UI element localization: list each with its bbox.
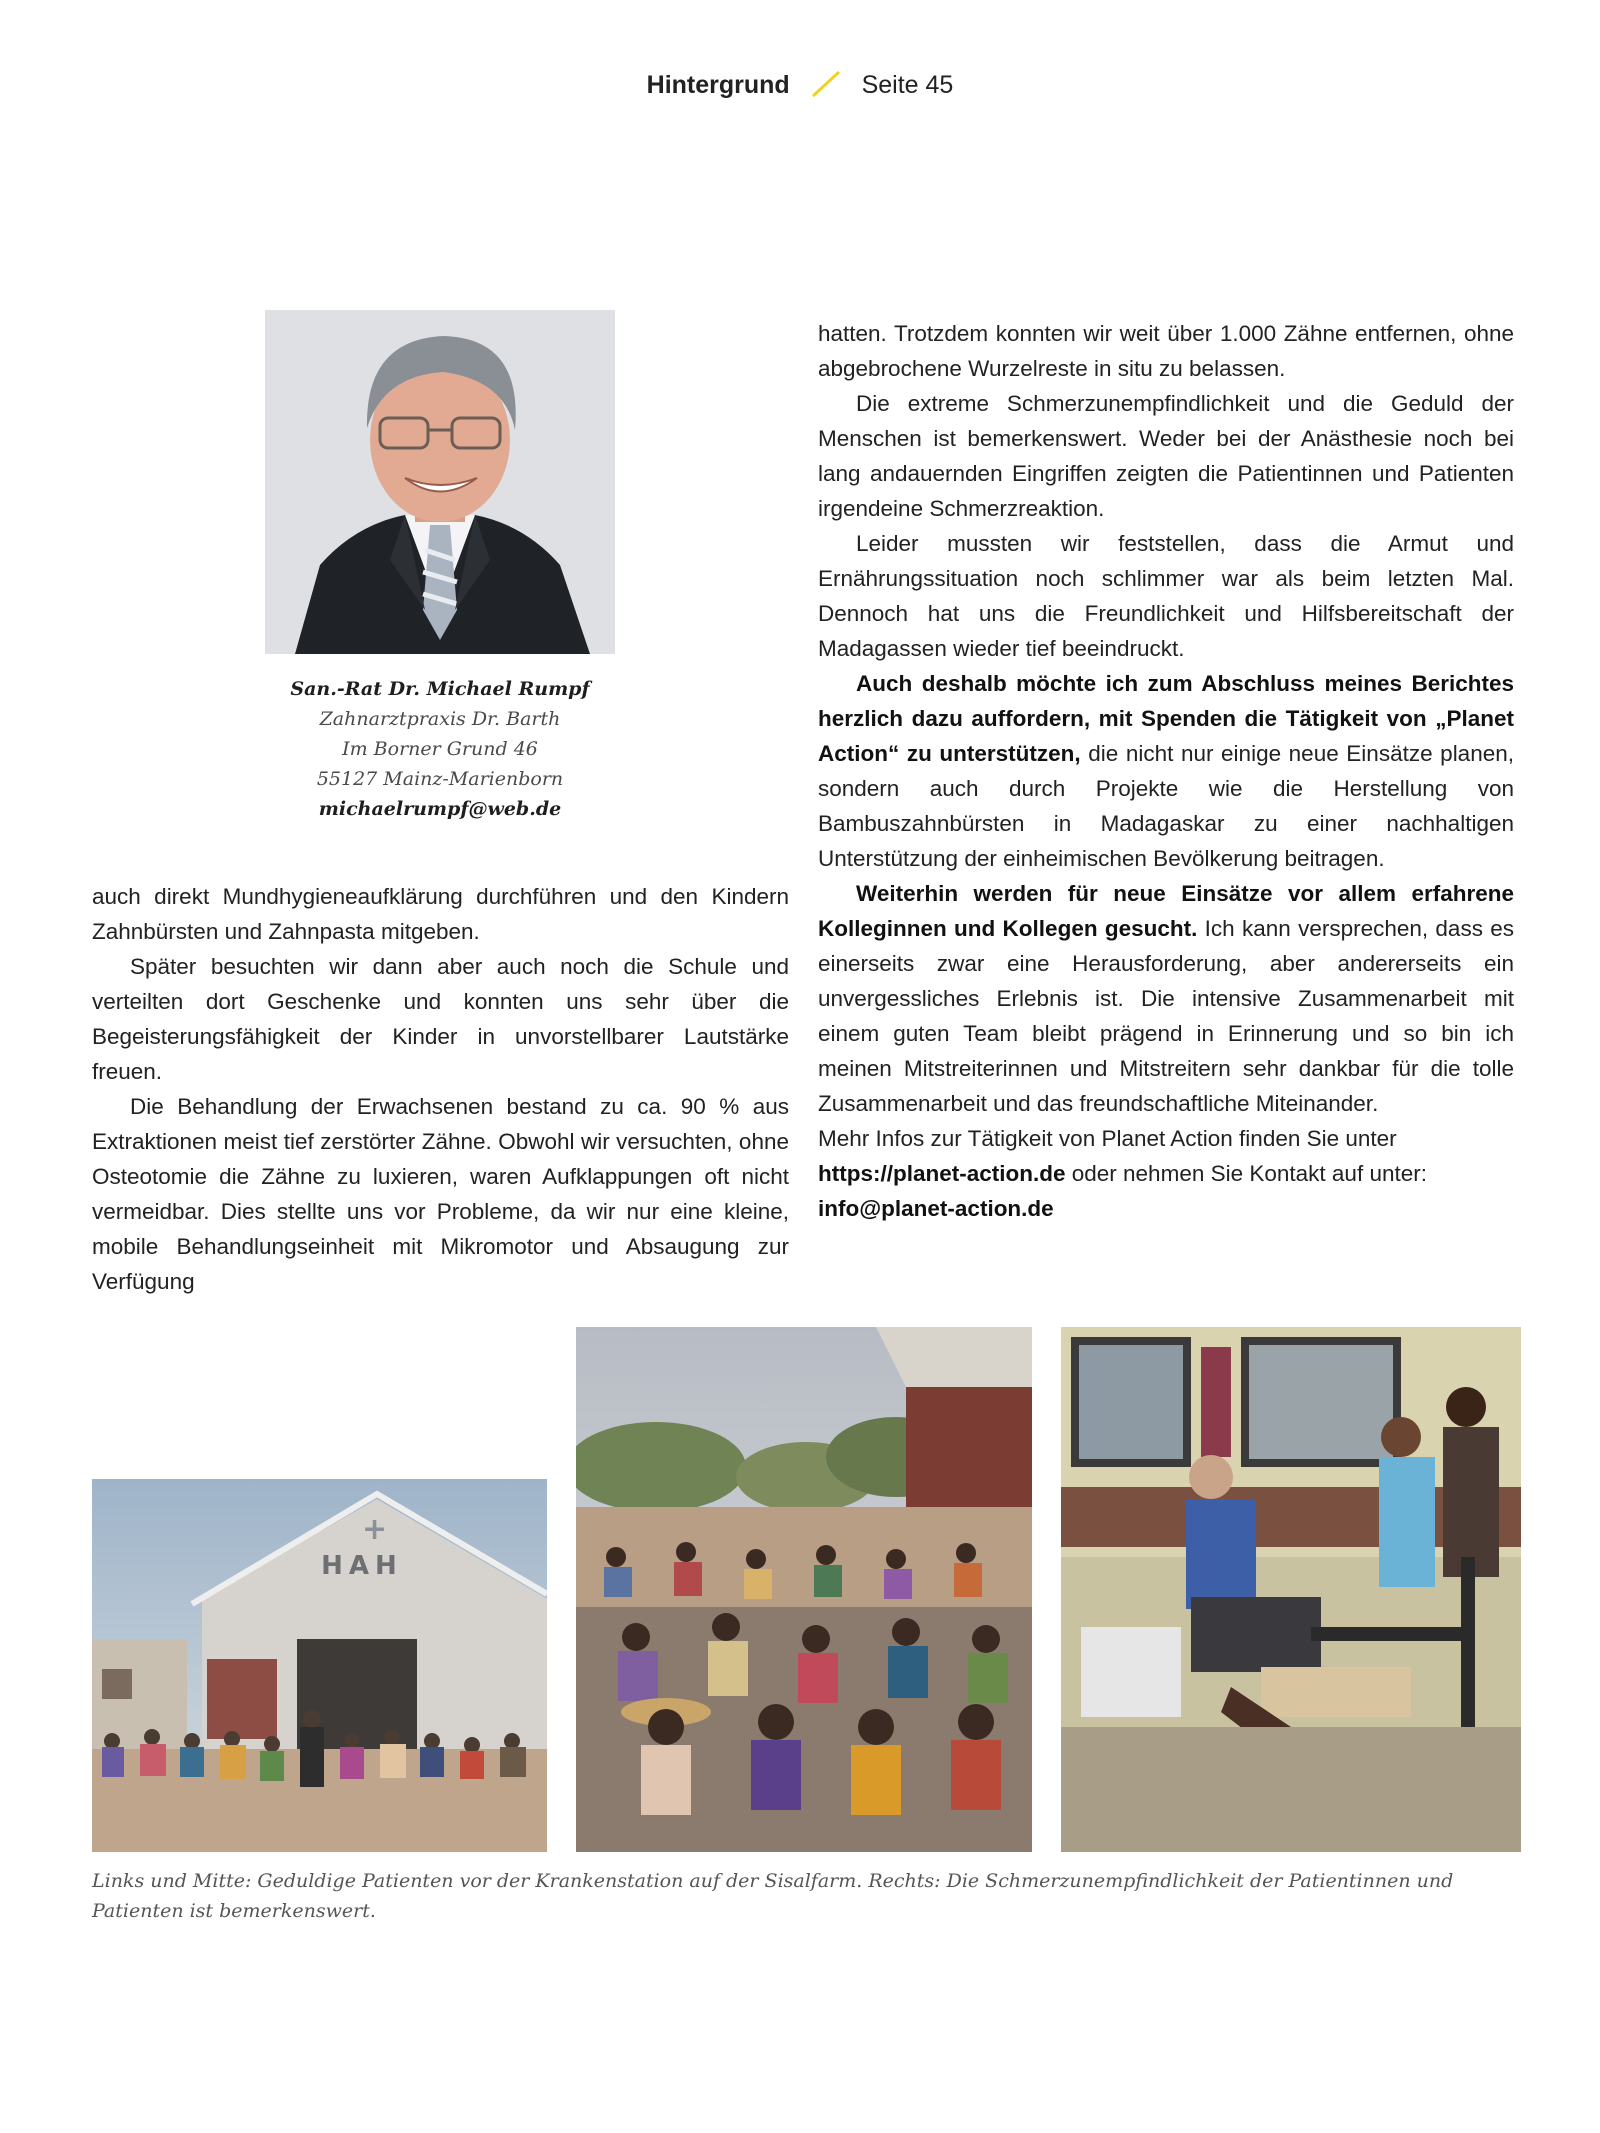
donation-appeal-rest: die nicht nur einige neue Einsätze planen, sondern auch durch Projekte wie die Herstellung von Bambuszahnbürsten in Madagaskar zu einer nachhaltigen Unterstützung der einheimischen Bevölkerung beitragen. xyxy=(818,741,1514,871)
left-column xyxy=(92,879,789,1299)
page-header xyxy=(0,70,1600,100)
waiting-patients-image xyxy=(576,1327,1032,1852)
email-line xyxy=(818,1191,1514,1226)
left-paragraph-3: Die Behandlung der Erwachsenen bestand zu ca. 90 % aus Extraktionen meist tief zerstörter Zähne. Obwohl wir versuchten, ohne Osteotomie die Zähne zu luxieren, waren Aufklappungen oft nicht vermeidbar. Dies stellte uns vor Probleme, da wir nur eine kleine, mobile Behandlungseinheit mit Mikromotor und Absaugung zur Verfügung xyxy=(92,1094,789,1294)
treatment-image xyxy=(1061,1327,1521,1852)
author-email[interactable]: michaelrumpf@web.de xyxy=(318,798,562,820)
right-paragraph-5 xyxy=(818,876,1514,1121)
right-paragraph-2: Die extreme Schmerzunempfindlichkeit und die Geduld der Menschen ist bemerkenswert. Weder bei der Anästhesie noch bei lang andauernden Eingriffen zeigten die Patientinnen und Patienten irgendeine Schmerzreaktion. xyxy=(818,391,1514,521)
right-column xyxy=(818,316,1514,1226)
yellow-slash-icon xyxy=(809,70,843,98)
right-paragraph-4 xyxy=(818,666,1514,876)
photo-caption: Links und Mitte: Geduldige Patienten vor der Krankenstation auf der Sisalfarm. Rechts: Die Schmerzunempfindlichkeit der Patientinnen und Patienten ist bemerkenswert. xyxy=(92,1870,1454,1922)
page-number: Seite 45 xyxy=(861,71,954,99)
author-contact xyxy=(195,674,685,824)
donation-appeal: Auch deshalb möchte ich zum Abschluss meines Berichtes herzlich dazu auffordern, mit Spenden die Tätigkeit von „Planet Action“ zu unterstützen, xyxy=(818,671,1514,766)
station-sign: HAH xyxy=(321,1551,403,1581)
right-paragraph-1: hatten. Trotzdem konnten wir weit über 1.000 Zähne entfernen, ohne abgebrochene Wurzelreste in situ zu belassen. xyxy=(818,321,1514,381)
contact-line xyxy=(818,1156,1514,1191)
svg-text:+: + xyxy=(362,1512,388,1547)
author-portrait-image xyxy=(265,310,615,654)
photo-waiting-patients xyxy=(576,1327,1032,1852)
section-title: Hintergrund xyxy=(646,71,790,99)
author-name: San.-Rat Dr. Michael Rumpf xyxy=(290,678,590,700)
author-portrait xyxy=(265,310,615,654)
right-paragraph-3: Leider mussten wir feststellen, dass die Armut und Ernährungssituation noch schlimmer war als beim letzten Mal. Dennoch hat uns die Freundlichkeit und Hilfsbereitschaft der Madagassen wieder tief beeindruckt. xyxy=(818,531,1514,661)
colleagues-wanted: Weiterhin werden für neue Einsätze vor allem erfahrene Kolleginnen und Kollegen gesucht. xyxy=(818,881,1514,941)
info-line: Mehr Infos zur Tätigkeit von Planet Action finden Sie unter xyxy=(818,1126,1397,1151)
website-link[interactable]: https://planet-action.de xyxy=(818,1161,1066,1186)
health-station-image xyxy=(92,1479,547,1852)
author-street: Im Borner Grund 46 xyxy=(342,738,538,760)
left-paragraph-1: auch direkt Mundhygieneaufklärung durchführen und den Kindern Zahnbürsten und Zahnpasta mitgeben. xyxy=(92,884,789,944)
author-practice: Zahnarztpraxis Dr. Barth xyxy=(319,708,561,730)
contact-text: oder nehmen Sie Kontakt auf unter: xyxy=(1065,1161,1427,1186)
left-paragraph-2: Später besuchten wir dann aber auch noch die Schule und verteilten dort Geschenke und konnten uns sehr über die Begeisterungsfähigkeit der Kinder in unvorstellbarer Lautstärke freuen. xyxy=(92,954,789,1084)
email-link[interactable]: info@planet-action.de xyxy=(818,1196,1054,1221)
photo-health-station xyxy=(92,1479,547,1852)
photo-treatment xyxy=(1061,1327,1521,1852)
author-city: 55127 Mainz-Marienborn xyxy=(316,768,564,790)
colleagues-wanted-rest: Ich kann versprechen, dass es einerseits zwar eine Herausforderung, aber andererseits ein unvergessliches Erlebnis ist. Die intensive Zusammenarbeit mit einem guten Team bleibt prägend in Erinnerung und so bin ich meinen Mitstreiterinnen und Mitstreitern sehr dankbar für die tolle Zusammenarbeit und das freundschaftliche Miteinander. xyxy=(818,916,1515,1116)
